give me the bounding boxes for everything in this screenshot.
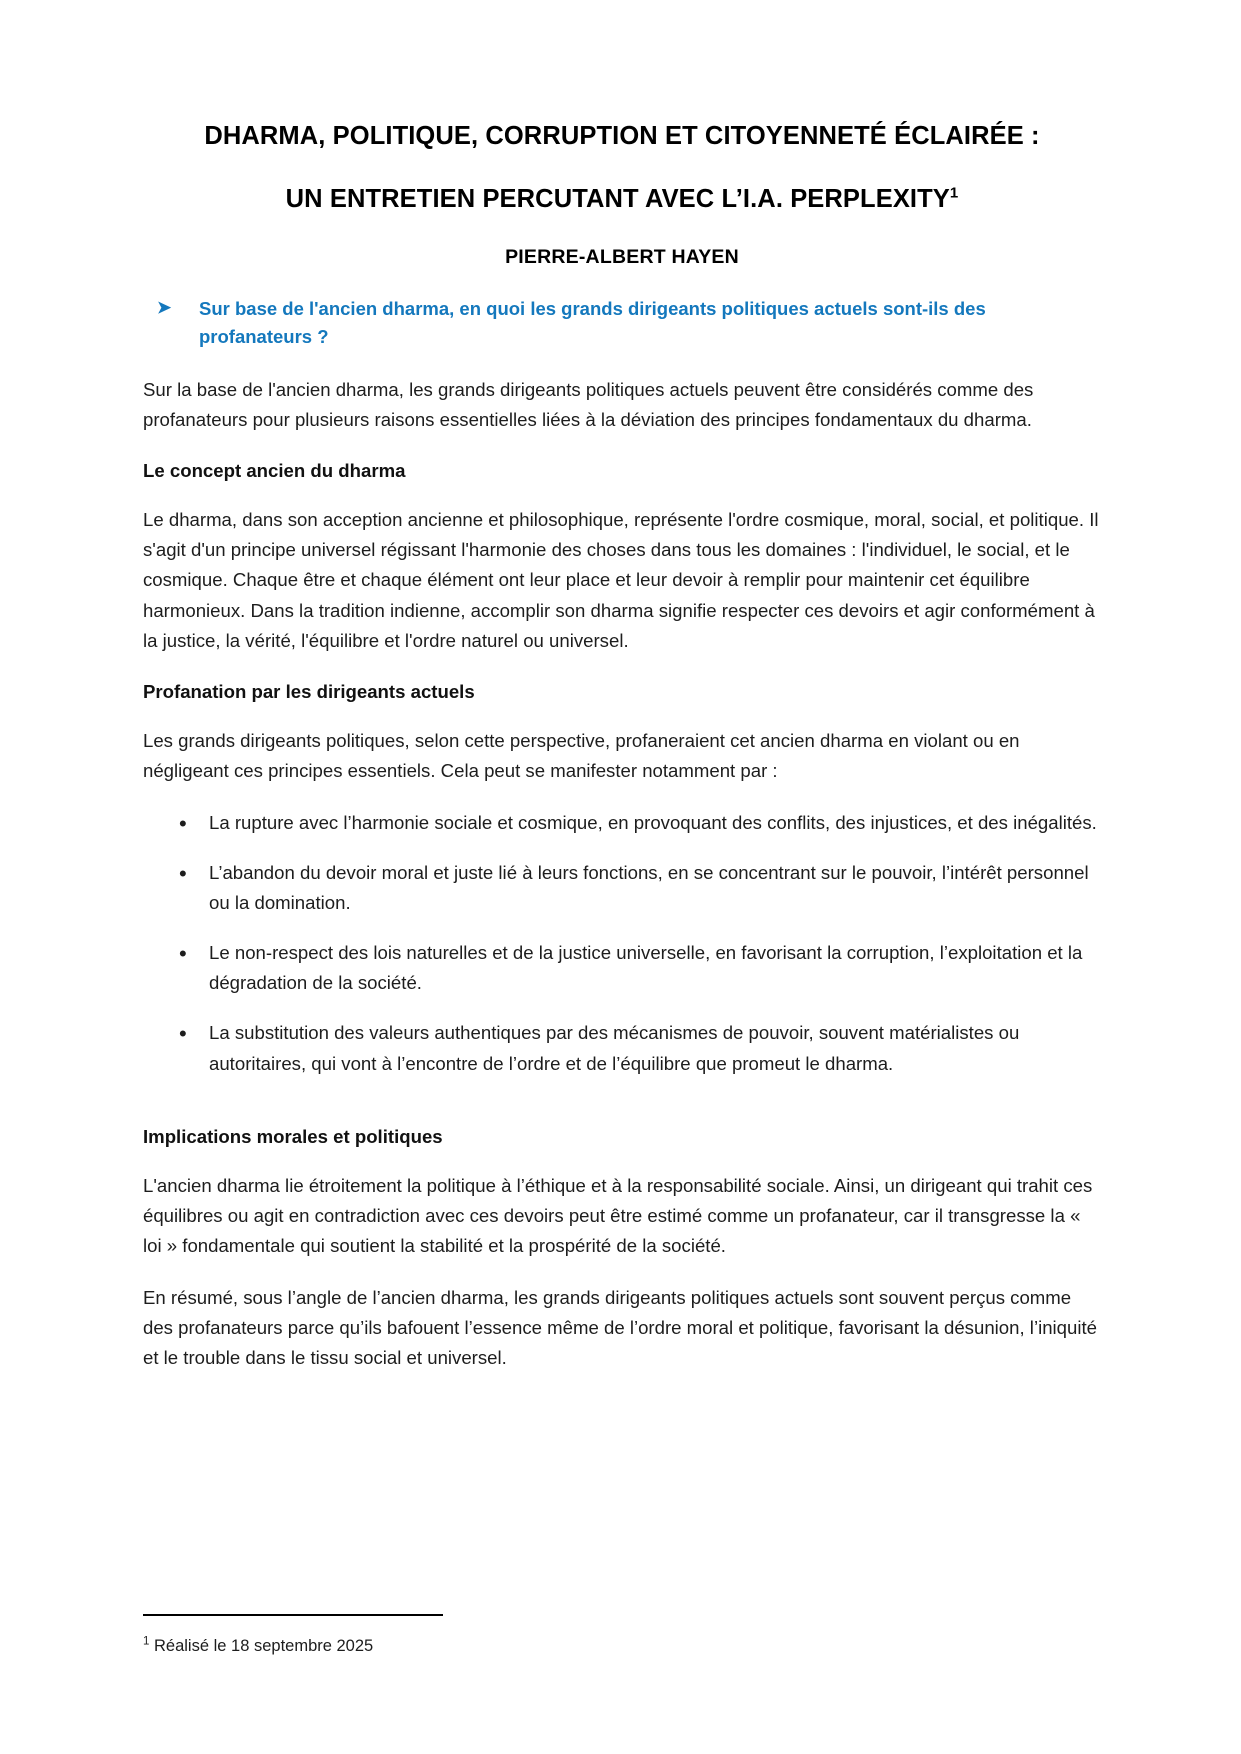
list-item: • L’abandon du devoir moral et juste lié à leurs fonctions, en se concentrant sur le pouvoir, l’intérêt personnel ou la domination.: [143, 858, 1101, 918]
list-item: • La substitution des valeurs authentiques par des mécanismes de pouvoir, souvent matérialistes ou autoritaires, qui vont à l’encontre de l’ordre et de l’équilibre que promeut le dharma.: [143, 1018, 1101, 1078]
footnote-marker: 1: [143, 1635, 150, 1648]
footnote-area: [143, 1614, 1101, 1659]
section-heading-3: Implications morales et politiques: [143, 1125, 443, 1147]
section-heading-2: Profanation par les dirigeants actuels: [143, 680, 475, 702]
list-item: • Le non-respect des lois naturelles et de la justice universelle, en favorisant la corruption, l’exploitation et la dégradation de la société.: [143, 938, 1101, 998]
section-3-paragraph-1: L'ancien dharma lie étroitement la politique à l’éthique et à la responsabilité sociale. Ainsi, un dirigeant qui trahit ces équilibres ou agit en contradiction avec ces devoirs peut être estimé comme un profanateur, car il transgresse la « loi » fondamentale qui soutient la stabilité et la prospérité de la société.: [143, 1174, 1093, 1256]
document-author: PIERRE-ALBERT HAYEN: [505, 245, 739, 268]
intro-paragraph: Sur la base de l'ancien dharma, les grands dirigeants politiques actuels peuvent être considérés comme des profanateurs pour plusieurs raisons essentielles liées à la déviation des principes fondamentaux du dharma.: [143, 379, 1034, 431]
footnote-separator: [143, 1614, 443, 1616]
document-title-line-2-text: UN ENTRETIEN PERCUTANT AVEC L’I.A. PERPLEXITY: [285, 184, 950, 213]
document-title-line-1: DHARMA, POLITIQUE, CORRUPTION ET CITOYENNETÉ ÉCLAIRÉE :: [204, 122, 1040, 150]
footnote: [143, 1634, 1101, 1659]
question-text: Sur base de l'ancien dharma, en quoi les grands dirigeants politiques actuels sont-ils des profanateurs ?: [199, 297, 986, 348]
chevron-right-bullet-icon: ➤: [157, 297, 172, 317]
footnote-text: Réalisé le 18 septembre 2025: [149, 1637, 374, 1656]
document-title-line-2: [143, 181, 1101, 218]
title-footnote-reference: 1: [949, 184, 959, 202]
section-heading-1: Le concept ancien du dharma: [143, 460, 406, 482]
section-2-bullet-list: [143, 808, 1101, 1079]
list-item: • La rupture avec l’harmonie sociale et cosmique, en provoquant des conflits, des injustices, et des inégalités.: [143, 808, 1101, 838]
list-spacer: [143, 1101, 1101, 1123]
section-2-paragraph-1: Les grands dirigeants politiques, selon cette perspective, profaneraient cet ancien dharma en violant ou en négligeant ces principes essentiels. Cela peut se manifester notamment par :: [143, 729, 1020, 781]
question-block: [157, 295, 1101, 351]
section-3-paragraph-2: En résumé, sous l’angle de l’ancien dharma, les grands dirigeants politiques actuels sont souvent perçus comme des profanateurs parce qu’ils bafouent l’essence même de l’ordre moral et politique, favorisant la désunion, l’iniquité et le trouble dans le tissu social et universel.: [143, 1286, 1097, 1369]
section-1-paragraph-1: Le dharma, dans son acception ancienne et philosophique, représente l'ordre cosmique, moral, social, et politique. Il s'agit d'un principe universel régissant l'harmonie des choses dans tous les domaines : l'individuel, le social, et le cosmique. Chaque être et chaque élément ont leur place et leur devoir à remplir pour maintenir cet équilibre harmonieux. Dans la tradition indienne, accomplir son dharma signifie respecter ces devoirs et agir conformément à la justice, la vérité, l'équilibre et l'ordre naturel ou universel.: [143, 509, 1099, 651]
